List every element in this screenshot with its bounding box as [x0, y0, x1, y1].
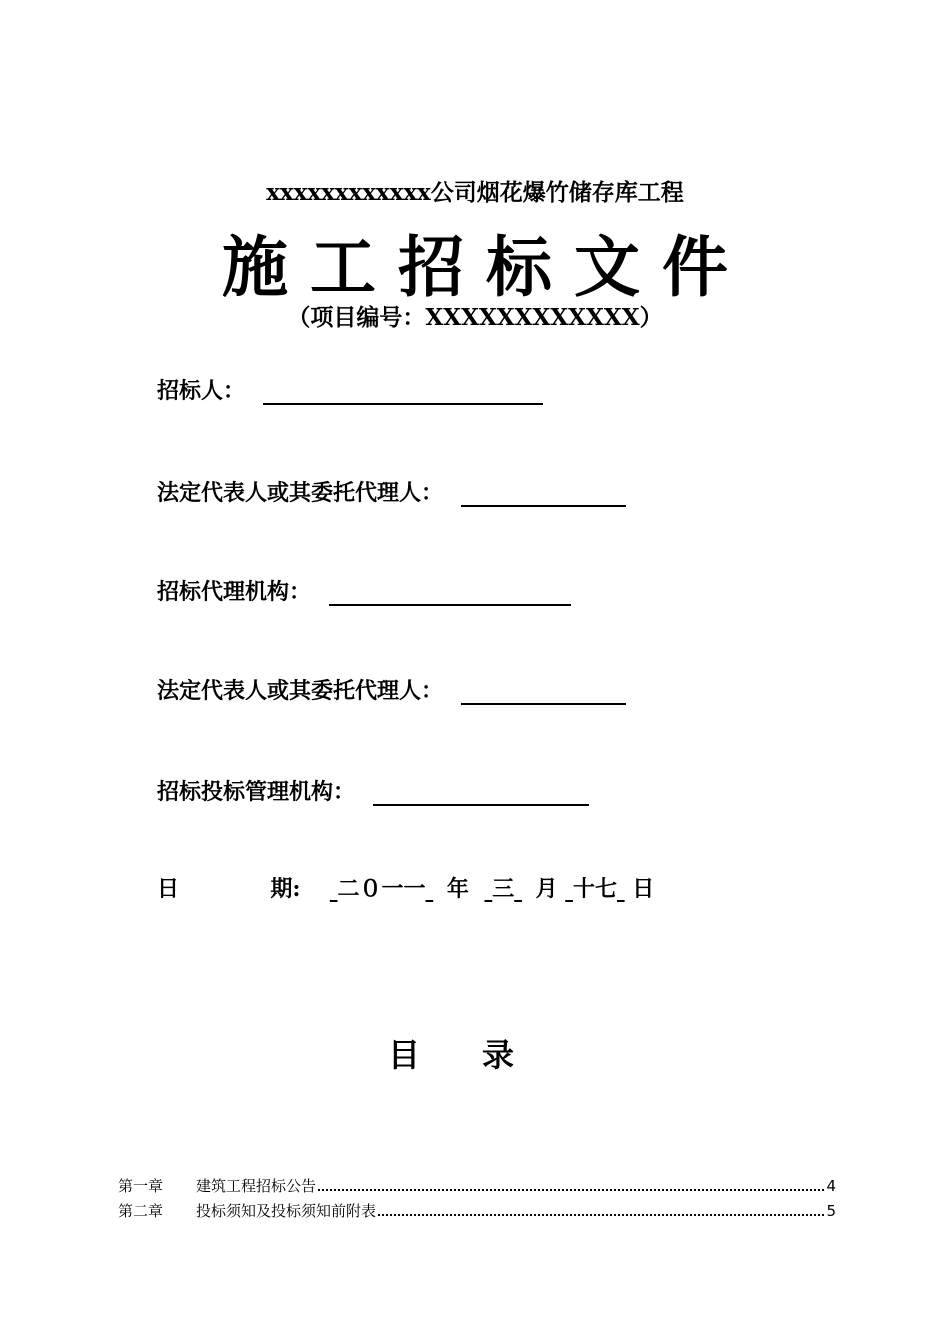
date-label-qi: 期:	[270, 876, 301, 902]
date-label-ri: 日	[157, 876, 180, 902]
date-month-unit: 月	[535, 876, 558, 902]
blank-line	[461, 679, 626, 705]
toc-page: 4	[826, 1177, 836, 1195]
toc-item[interactable]	[118, 1200, 836, 1221]
toc-leader	[378, 1213, 824, 1216]
date-month-value: 三	[492, 876, 515, 902]
field-legal-representative-1	[157, 476, 626, 507]
toc-title: 建筑工程招标公告	[196, 1177, 317, 1195]
date-day-unit: 日	[632, 876, 655, 902]
date-row	[157, 872, 654, 903]
document-title: 施工招标文件	[222, 228, 750, 306]
field-label: 法定代表人或其委托代理人：	[157, 480, 444, 506]
blank-line	[373, 780, 589, 806]
date-day-value: 十七	[572, 876, 617, 902]
field-label: 招标代理机构：	[157, 579, 312, 605]
blank-line	[263, 379, 543, 405]
blank-line	[461, 481, 626, 507]
field-tenderer	[157, 374, 543, 405]
date-year-unit: 年	[446, 876, 469, 902]
toc-leader	[318, 1188, 824, 1191]
toc-chapter: 第二章	[118, 1202, 164, 1220]
toc-chapter: 第一章	[118, 1177, 164, 1195]
toc-item[interactable]	[118, 1175, 836, 1196]
project-number: （项目编号：XXXXXXXXXXXX）	[287, 304, 663, 331]
field-label: 招标人：	[157, 378, 246, 404]
blank-line	[329, 580, 571, 606]
project-subtitle: xxxxxxxxxxxx公司烟花爆竹储存库工程	[266, 179, 684, 206]
field-agency	[157, 575, 571, 606]
toc-title: 投标须知及投标须知前附表	[196, 1202, 377, 1220]
toc-page: 5	[826, 1202, 836, 1220]
field-legal-representative-2	[157, 674, 626, 705]
field-label: 招标投标管理机构：	[157, 779, 356, 805]
toc-heading: 目录	[387, 1036, 576, 1074]
field-management-body	[157, 775, 589, 806]
field-label: 法定代表人或其委托代理人：	[157, 678, 444, 704]
date-year-value: 二０一一	[337, 876, 426, 902]
